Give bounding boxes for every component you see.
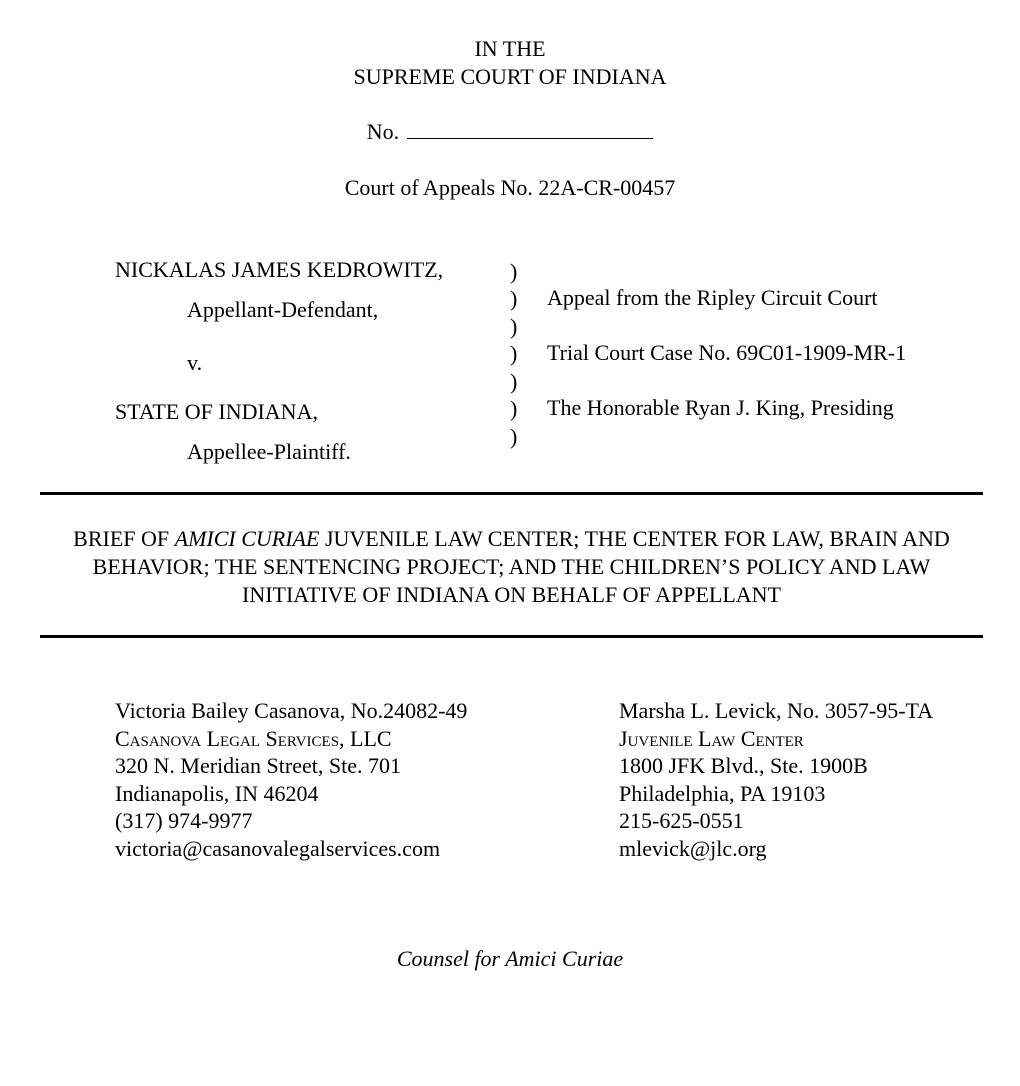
caption-parenthesis: ) xyxy=(510,259,518,284)
counsel-city: Indianapolis, IN 46204 xyxy=(115,780,319,806)
presiding-judge: The Honorable Ryan J. King, Presiding xyxy=(547,395,894,420)
counsel-name: Victoria Bailey Casanova, No.24082-49 xyxy=(115,698,468,723)
top-horizontal-rule xyxy=(40,492,983,495)
number-label: No. xyxy=(366,119,400,144)
bottom-horizontal-rule xyxy=(40,635,983,638)
counsel-phone: (317) 974-9977 xyxy=(115,808,253,833)
appellee-name: STATE OF INDIANA, xyxy=(115,399,318,424)
counsel-firm: Juvenile Law Center xyxy=(619,725,804,751)
brief-title xyxy=(40,525,983,609)
court-heading-line2: SUPREME COURT OF INDIANA xyxy=(353,64,667,89)
counsel-street: 320 N. Meridian Street, Ste. 701 xyxy=(115,753,401,778)
versus: v. xyxy=(187,350,203,375)
counsel-name: Marsha L. Levick, No. 3057-95-TA xyxy=(619,698,934,723)
brief-title-rest: JUVENILE LAW CENTER; THE CENTER FOR LAW, BRAIN AND BEHAVIOR; THE SENTENCING PROJECT; AND THE CHILDREN’S POLICY AND LAW INITIATIVE OF INDIANA ON BEHALF OF APPELLANT xyxy=(92,526,950,607)
caption-parenthesis: ) xyxy=(510,286,518,311)
trial-court-case-number: Trial Court Case No. 69C01-1909-MR-1 xyxy=(547,340,907,365)
counsel-street: 1800 JFK Blvd., Ste. 1900B xyxy=(619,753,868,778)
counsel-email: mlevick@jlc.org xyxy=(619,835,767,861)
number-blank-line xyxy=(407,120,653,139)
counsel-block-left xyxy=(115,697,467,862)
appellee-role: Appellee-Plaintiff. xyxy=(187,439,351,464)
court-of-appeals-number: Court of Appeals No. 22A-CR-00457 xyxy=(344,175,676,200)
caption-parenthesis: ) xyxy=(510,369,518,394)
counsel-phone: 215-625-0551 xyxy=(619,808,744,833)
appellant-name: NICKALAS JAMES KEDROWITZ, xyxy=(115,257,444,282)
counsel-for-amici: Counsel for Amici Curiae xyxy=(396,946,624,971)
counsel-firm: Casanova Legal Services, LLC xyxy=(115,725,392,751)
supreme-court-number xyxy=(0,118,1020,146)
caption-parenthesis: ) xyxy=(510,396,518,421)
brief-title-italic: AMICI CURIAE xyxy=(174,526,320,551)
counsel-email: victoria@casanovalegalservices.com xyxy=(115,835,441,861)
counsel-city: Philadelphia, PA 19103 xyxy=(619,780,826,806)
caption-parenthesis: ) xyxy=(510,314,518,339)
caption-parenthesis: ) xyxy=(510,341,518,366)
counsel-block-right xyxy=(619,697,933,862)
caption-parenthesis: ) xyxy=(510,424,518,449)
appellant-role: Appellant-Defendant, xyxy=(187,297,379,322)
appeal-from: Appeal from the Ripley Circuit Court xyxy=(547,285,878,310)
brief-title-prefix: BRIEF OF xyxy=(73,526,175,551)
court-heading-line1: IN THE xyxy=(474,36,546,61)
